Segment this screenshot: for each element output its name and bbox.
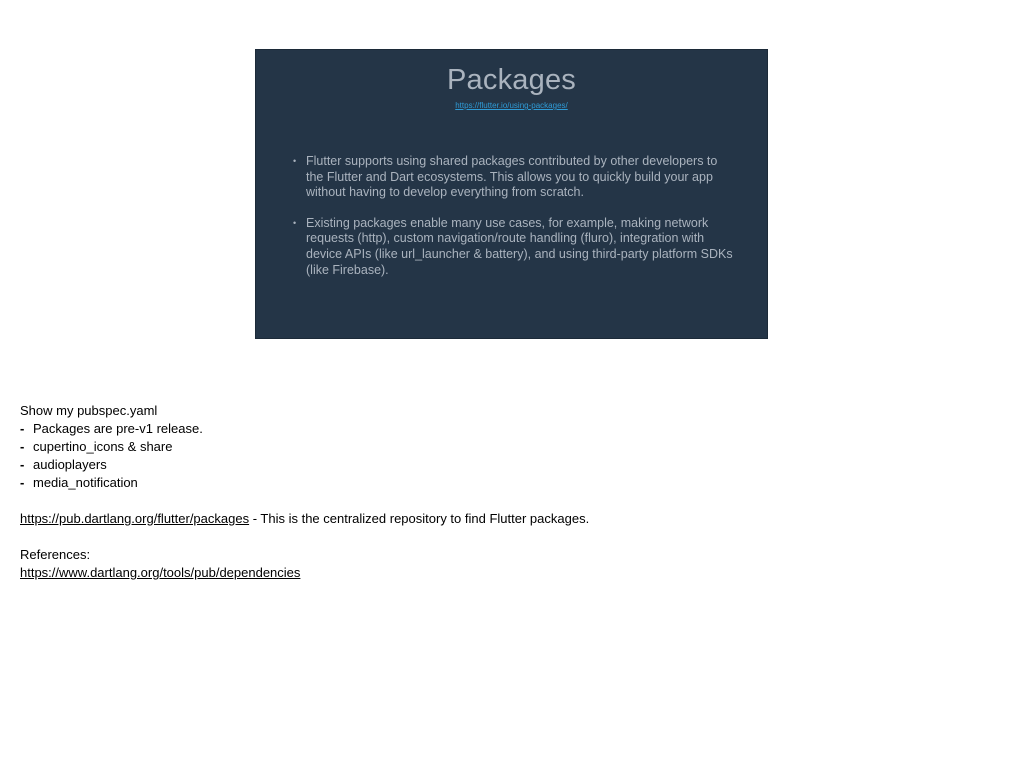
notes-list-item [20,474,1000,492]
spacer [20,528,1000,546]
references-link[interactable]: https://www.dartlang.org/tools/pub/dependencies [20,565,301,580]
slide-preview [255,49,768,339]
slide-bullet [293,154,738,201]
notes-list-item [20,456,1000,474]
dash-icon: - [20,421,25,436]
slide-bullet-list [293,154,738,293]
slide-bullet-text: Existing packages enable many use cases, for example, making network requests (http), custom navigation/route handling (fluro), integration with device APIs (like url_launcher & battery), and using third-party platform SDKs (like Firebase). [306,215,733,277]
dash-icon: - [20,439,25,454]
presenter-notes [20,402,1000,582]
notes-intro: Show my pubspec.yaml [20,403,158,418]
slide-bullet-text: Flutter supports using shared packages contributed by other developers to the Flutter and Dart ecosystems. This allows you to quickly build your app without having to develop everything from scratch. [306,154,718,200]
notes-list-item-text: audioplayers [33,457,107,472]
repo-link[interactable]: https://pub.dartlang.org/flutter/packages [20,511,250,526]
bullet-icon: • [293,156,297,166]
notes-list-item-text: cupertino_icons & share [33,439,173,454]
slide-link[interactable]: https://flutter.io/using-packages/ [455,101,568,110]
repo-description: - This is the centralized repository to find Flutter packages. [249,511,590,526]
dash-icon: - [20,457,25,472]
notes-list-item-text: Packages are pre-v1 release. [33,421,203,436]
dash-icon: - [20,475,25,490]
notes-list-item [20,420,1000,438]
notes-list-item-text: media_notification [33,475,138,490]
bullet-icon: • [293,217,297,228]
slide-title: Packages [447,64,576,96]
slide-bullet [293,215,738,278]
notes-list-item [20,438,1000,456]
references-label: References: [20,547,91,562]
repo-line [20,510,1000,528]
spacer [20,492,1000,510]
